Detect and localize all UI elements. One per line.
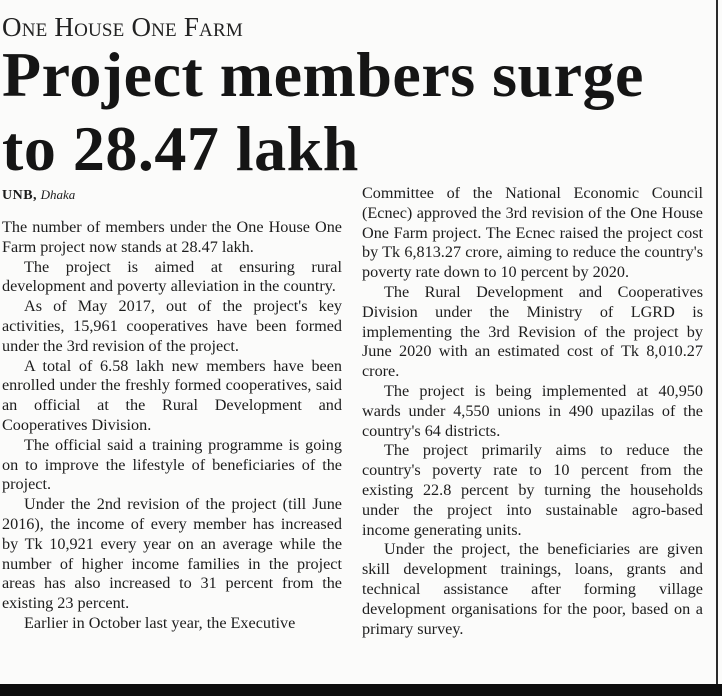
paragraph: The Rural Development and Cooperatives Division under the Ministry of LGRD is implementing the 3rd Revision of the project by June 2020 with an estimated cost of Tk 8,010.27 crore. <box>362 282 703 381</box>
paragraph: The project primarily aims to reduce the country's poverty rate to 10 percent from the existing 22.8 percent by turning the households under the project into sustainable agro-based income generating units. <box>362 441 703 539</box>
paragraph: The number of members under the One House One Farm project now stands at 28.47 lakh. <box>2 218 342 256</box>
byline-place: Dhaka <box>40 187 76 202</box>
paragraph: Earlier in October last year, the Executive <box>24 613 296 632</box>
paragraph: A total of 6.58 lakh new members have been enrolled under the freshly formed cooperatives, said an official at the Rural Development and Cooperatives Division. <box>2 356 342 434</box>
scan-edge-bar <box>0 684 722 696</box>
kicker: One House One Farm <box>2 12 243 42</box>
paragraph: The official said a training programme is going on to improve the lifestyle of beneficiaries of the project. <box>2 435 342 494</box>
paragraph: The project is aimed at ensuring rural development and poverty alleviation in the country. <box>2 257 342 296</box>
column-rule <box>716 0 718 684</box>
paragraph: Committee of the National Economic Council (Ecnec) approved the 3rd revision of the One House One Farm project. The Ecnec raised the project cost by Tk 6,813.27 crore, aiming to reduce the country's poverty rate down to 10 percent by 2020. <box>362 184 703 282</box>
right-column <box>362 184 703 639</box>
paragraph: The project is being implemented at 40,950 wards under 4,550 unions in 490 upazilas of the country's 64 districts. <box>362 381 703 440</box>
headline: Project members surge to 28.47 lakh <box>2 39 644 184</box>
byline-agency: UNB, <box>2 188 38 203</box>
left-column <box>2 218 342 634</box>
paragraph: Under the 2nd revision of the project (till June 2016), the income of every member has increased by Tk 10,921 every year on an average while the number of higher income families in the project areas has also increased to 31 percent from the existing 23 percent. <box>2 495 342 613</box>
paragraph: Under the project, the beneficiaries are given skill development trainings, loans, grants and technical assistance after forming village development organisations for the poor, based on a primary survey. <box>362 540 703 638</box>
byline <box>2 186 75 205</box>
paragraph: As of May 2017, out of the project's key activities, 15,961 cooperatives have been formed under the 3rd revision of the project. <box>2 297 342 355</box>
